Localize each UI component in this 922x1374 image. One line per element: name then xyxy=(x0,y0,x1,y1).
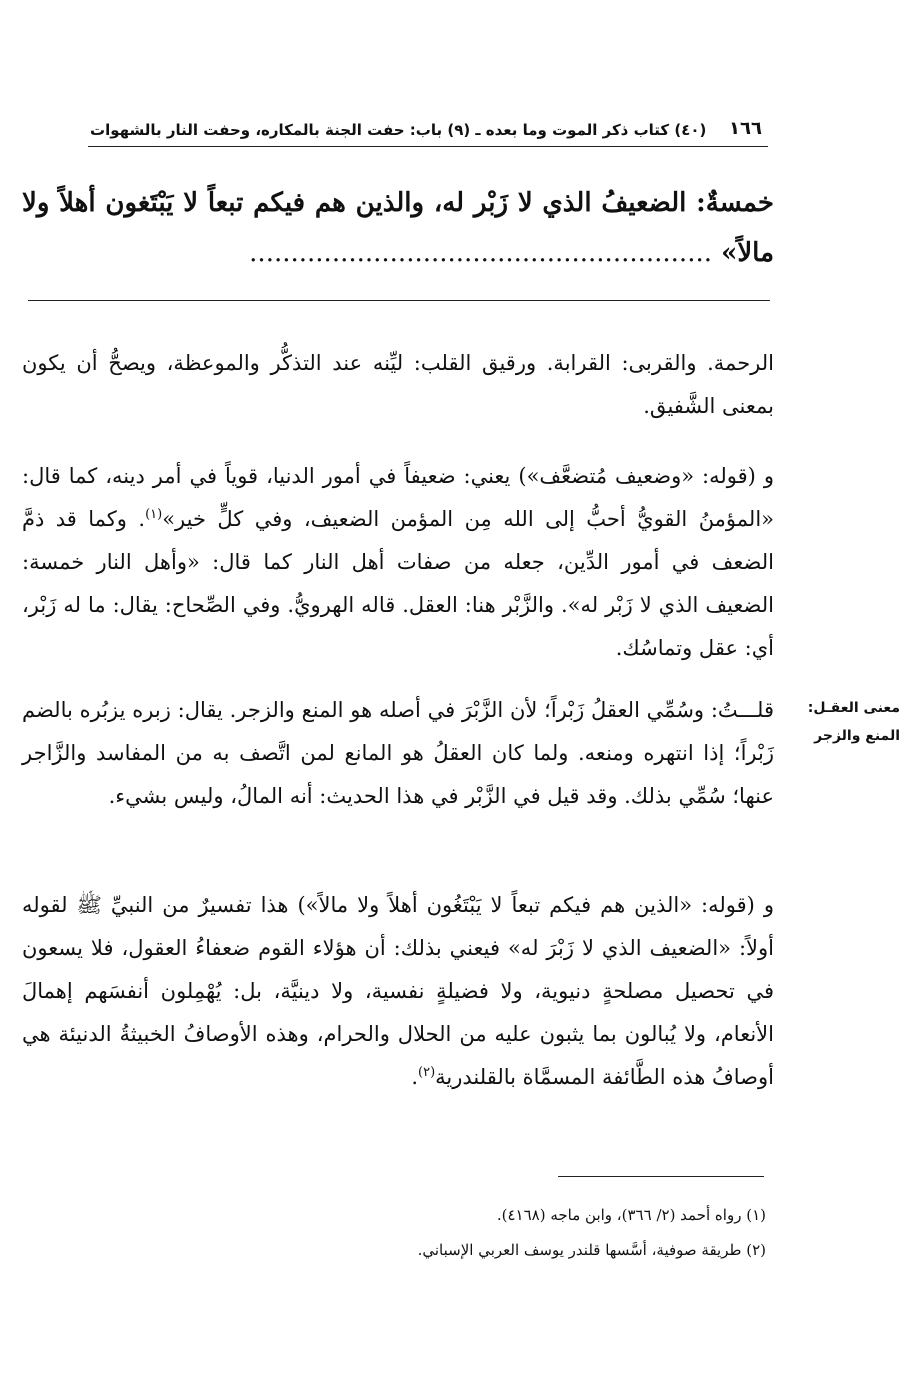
page-number: ١٦٦ xyxy=(729,118,762,139)
footnote-ref-1[interactable]: (١) xyxy=(145,507,163,522)
paragraph-4-text: و (قوله: «الذين هم فيكم تبعاً لا يَبْتَغُون أهلاً ولا مالاً») هذا تفسيرٌ من النبيِّ ﷺ لقوله أولاً: «الضعيف الذي لا زَبْرَ له» فيعني بذلك: أن هؤلاء القوم ضعفاءُ العقول، فلا يسعون في تحصيل مصلحةٍ دنيوية، ولا فضيلةٍ نفسية، ولا دينيَّة، بل: يُهْمِلون أنفسَهم إهمالَ الأنعام، ولا يُبالون بما يثبون عليه من الحلال والحرام، وهذه الأوصافُ الخبيثةُ الدنيئة هي أوصافُ هذه الطَّائفة المسمَّاة بالقلندرية xyxy=(22,893,774,1089)
footnote-divider xyxy=(558,1176,764,1177)
margin-note xyxy=(788,694,900,750)
footnote-2: (٢) طريقة صوفية، أسَّسها قلندر يوسف العربي الإسباني. xyxy=(417,1241,766,1259)
commentary-paragraph-3: قلـــتُ: وسُمِّي العقلُ زَبْراً؛ لأن الزَّبْرَ في أصله هو المنع والزجر. يقال: زبره يزبُره بالضم زَبْراً؛ إذا انتهره ومنعه. ولما كان العقلُ هو المانع لمن اتَّصف به من المفاسد والزَّاجر عنها؛ سُمِّي بذلك. وقد قيل في الزَّبْر في هذا الحديث: أنه المالُ، وليس بشيء. xyxy=(22,698,774,808)
commentary-paragraph-1: الرحمة. والقربى: القرابة. ورقيق القلب: ليِّنه عند التذكُّر والموعظة، ويصحُّ أن يكون بمعنى الشَّفيق. xyxy=(22,351,774,418)
hadith-dots: ........................................................ xyxy=(249,238,712,268)
margin-note-line-2: المنع والزجر xyxy=(814,728,900,744)
commentary-paragraph-4 xyxy=(22,884,774,1099)
paragraph-2-text-a: و (قوله: «وضعيف مُتضعَّف») يعني: ضعيفاً في أمور الدنيا، قوياً في أمر دينه، كما قال: «المؤمنُ القويُّ أحبُّ إلى الله مِن المؤمن الضعيف، وفي كلٍّ خير» xyxy=(22,464,774,531)
running-head: (٤٠) كتاب ذكر الموت وما بعده ـ (٩) باب: حفت الجنة بالمكاره، وحفت النار بالشهوات xyxy=(90,121,707,139)
text-commentary-divider xyxy=(28,300,770,301)
footnote-ref-2[interactable]: (٢) xyxy=(418,1065,436,1080)
paragraph-2-text-b: . وكما قد ذمَّ الضعف في أمور الدِّين، جعله من صفات أهل النار كما قال: «وأهل النار خمسة: الضعيف الذي لا زَبْر له». والزَّبْر هنا: العقل. قاله الهرويُّ. وفي الصِّحاح: يقال: ما له زَبْر، أي: عقل وتماسُك. xyxy=(22,507,774,660)
page-header xyxy=(88,112,768,147)
margin-note-line-1: معنى العقـل: xyxy=(807,700,900,716)
commentary-paragraph-2 xyxy=(22,455,774,670)
hadith-text: خمسةٌ: الضعيفُ الذي لا زَبْر له، والذين هم فيكم تبعاً لا يَبْتَغون أهلاً ولا مالاً» xyxy=(22,188,774,268)
hadith-text-block xyxy=(22,178,774,278)
footnote-1: (١) رواه أحمد (٢/ ٣٦٦)، وابن ماجه (٤١٦٨). xyxy=(496,1206,766,1224)
paragraph-4-end: . xyxy=(411,1065,419,1089)
